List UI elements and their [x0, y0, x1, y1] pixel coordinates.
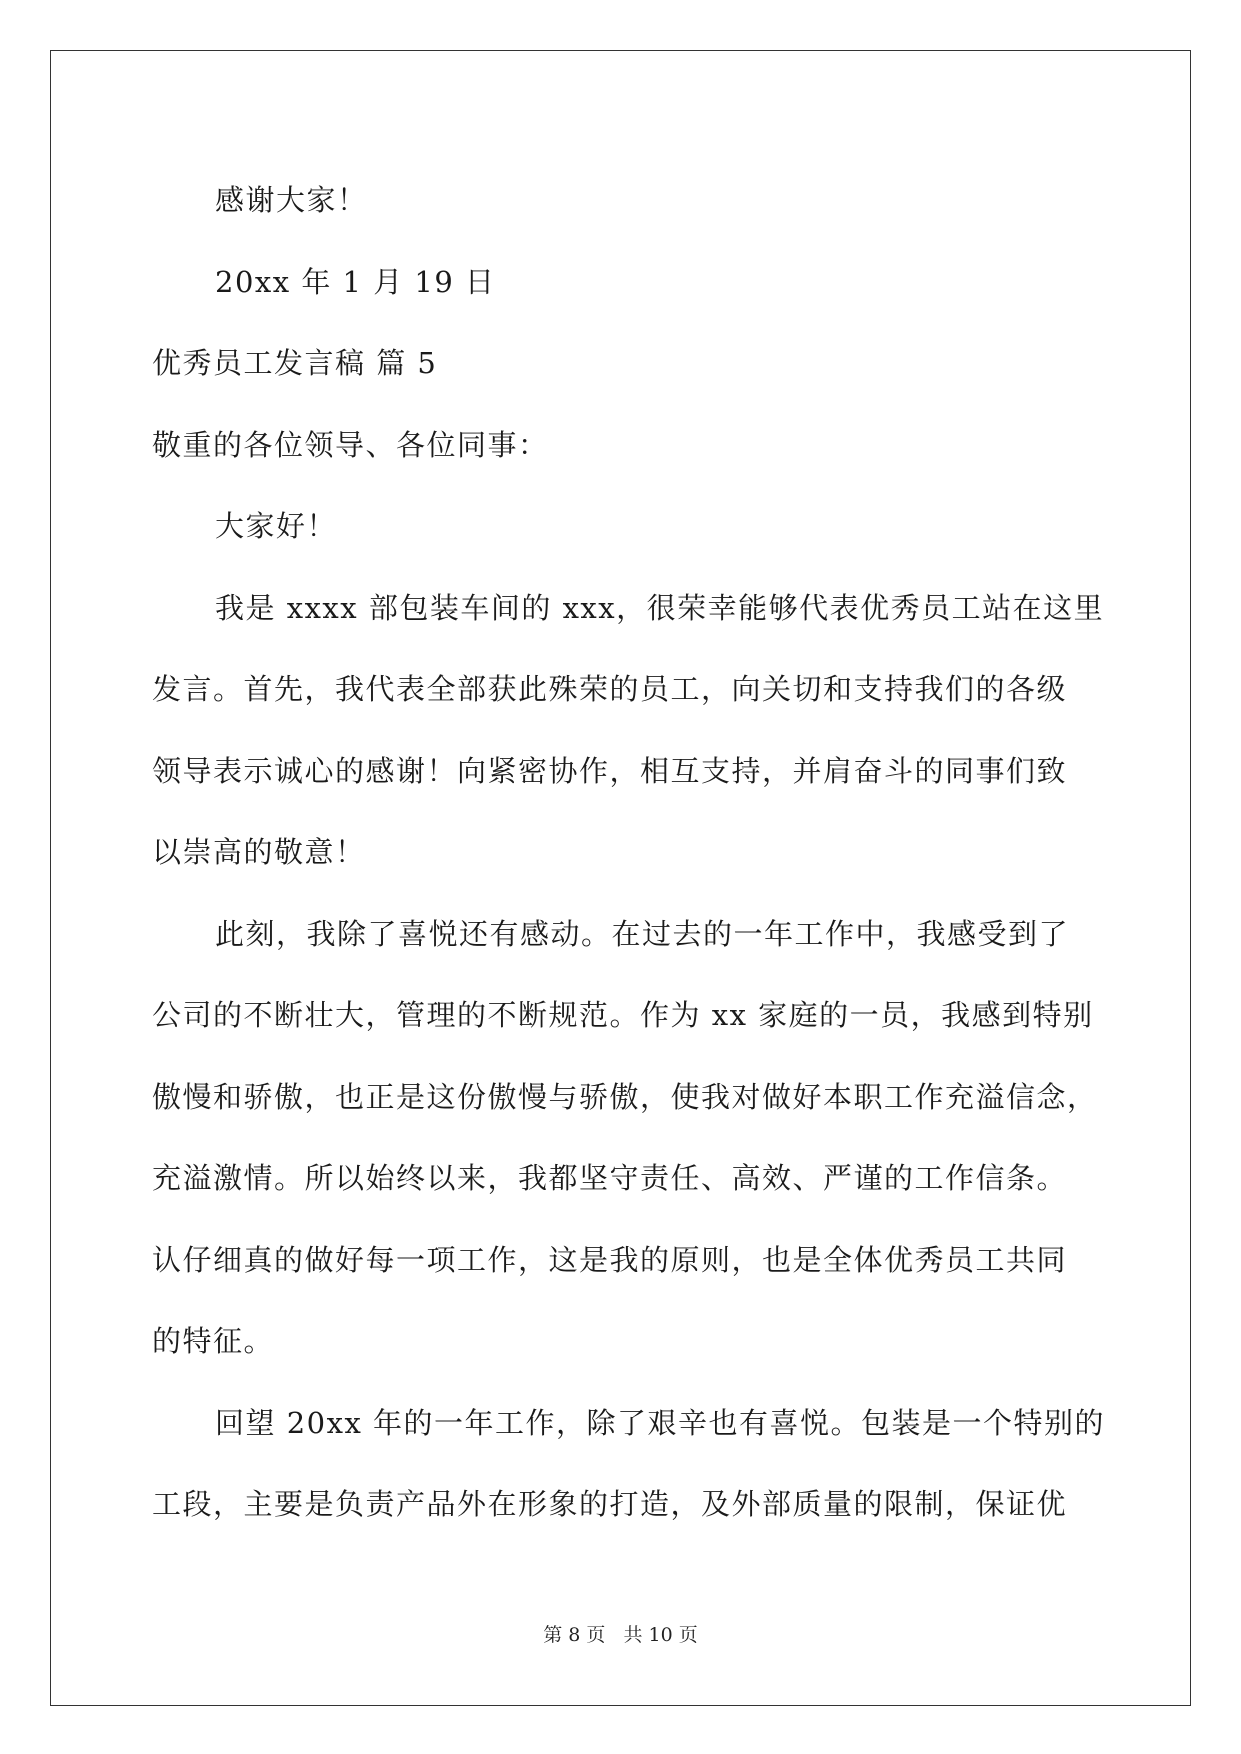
- text-line: 领导表示诚心的感谢！向紧密协作，相互支持，并肩奋斗的同事们致: [152, 753, 1068, 788]
- text-line: 的特征。: [152, 1324, 275, 1358]
- page-number: 第 8 页: [543, 1624, 606, 1646]
- text-line: 20xx 年 1 月 19 日: [215, 264, 496, 299]
- text-line: 以崇高的敬意！: [152, 835, 366, 869]
- text-line: 公司的不断壮大，管理的不断规范。作为 xx 家庭的一员，我感到特别: [152, 998, 1094, 1032]
- text-line: 工段，主要是负责产品外在形象的打造，及外部质量的限制，保证优: [152, 1487, 1068, 1521]
- section-heading: 优秀员工发言稿 篇 5: [152, 346, 438, 380]
- salutation: 敬重的各位领导、各位同事：: [152, 427, 549, 462]
- page-total: 共 10 页: [623, 1624, 698, 1646]
- text-line: 认仔细真的做好每一项工作，这是我的原则，也是全体优秀员工共同: [152, 1242, 1068, 1277]
- text-line: 发言。首先，我代表全部获此殊荣的员工，向关切和支持我们的各级: [152, 672, 1068, 706]
- text-line: 此刻，我除了喜悦还有感动。在过去的一年工作中，我感受到了: [215, 916, 1070, 951]
- text-line: 充溢激情。所以始终以来，我都坚守责任、高效、严谨的工作信条。: [152, 1161, 1068, 1195]
- greeting: 大家好！: [215, 509, 338, 543]
- text-line: 傲慢和骄傲，也正是这份傲慢与骄傲，使我对做好本职工作充溢信念，: [152, 1079, 1098, 1114]
- page-footer: [0, 1620, 1241, 1647]
- text-line: 回望 20xx 年的一年工作，除了艰辛也有喜悦。包装是一个特别的: [215, 1405, 1106, 1440]
- document-body: [152, 160, 1106, 1546]
- text-line: 我是 xxxx 部包装车间的 xxx，很荣幸能够代表优秀员工站在这里: [215, 590, 1105, 625]
- text-line: 感谢大家！: [215, 183, 368, 217]
